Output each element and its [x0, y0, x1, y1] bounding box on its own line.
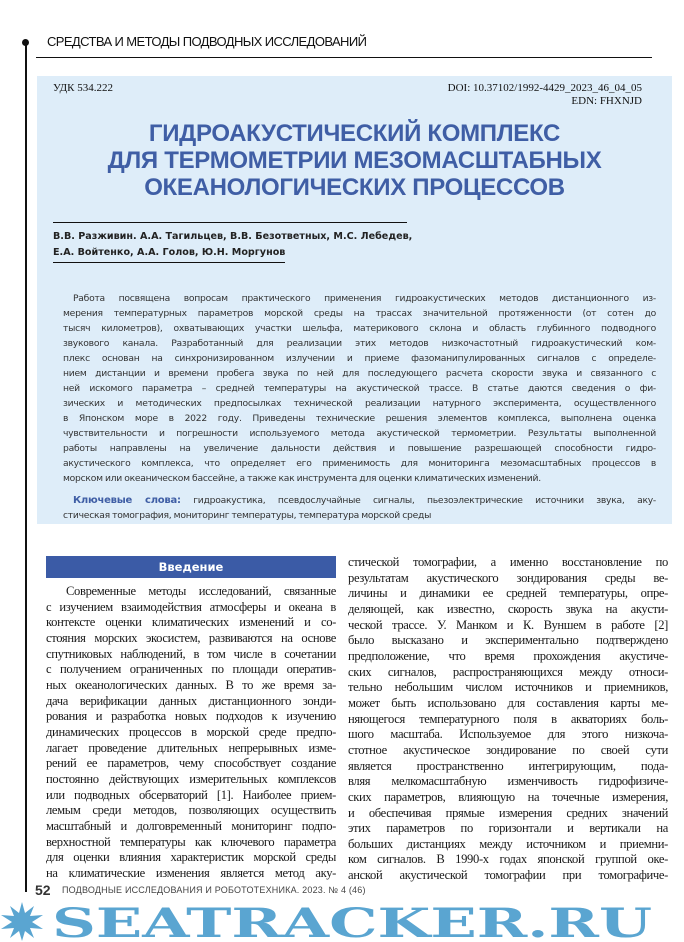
introduction-heading: Введение	[46, 556, 336, 578]
text-line: шого масштаба. Используемое для этого низкоча-	[348, 727, 668, 742]
text-line: Работа посвящена вопросам практического применения гидроакустических методов дистанционного из-	[73, 293, 656, 304]
section-heading: СРЕДСТВА И МЕТОДЫ ПОДВОДНЫХ ИССЛЕДОВАНИЙ	[47, 34, 367, 49]
text-line: масштабный и долговременный мониторинг подпо-	[46, 818, 336, 833]
text-line: ных океанологических данных. В то же время за-	[46, 677, 336, 692]
udk-code: УДК 534.222	[53, 82, 114, 94]
text-line: ских сигналов, распространяющихся между относи-	[348, 664, 668, 679]
text-line: вляя мелкомасштабную изменчивость гидрофизиче-	[348, 774, 668, 789]
text-line: звукового канала. Разработанный для реализации этих методов низкочастотный гидроакустический ком-	[63, 338, 656, 349]
title-line: ОКЕАНОЛОГИЧЕСКИХ ПРОЦЕССОВ	[144, 174, 565, 201]
authors-line: Е.А. Войтенко, А.А. Голов, Ю.Н. Моргунов	[53, 247, 286, 258]
text-line: предположение, что время прохождения акустиче-	[348, 648, 668, 663]
starburst-icon	[1, 902, 43, 941]
text-line: тысяч километров), охватывающих участки шельфа, материкового склона и область глубинного подводного	[63, 323, 656, 334]
edn-code: EDN: FHXNJD	[571, 95, 642, 107]
text-line: результатам акустического зондирования среды ве-	[348, 570, 668, 585]
text-line: деляющей, как известно, скорость звука на акусти-	[348, 601, 668, 616]
keywords-label: Ключевые слова:	[73, 495, 181, 506]
text-line: зических и методических предпосылках технической реализации натурного эксперимента, осуществленного	[63, 398, 656, 409]
title-line: ДЛЯ ТЕРМОМЕТРИИ МЕЗОМАСШТАБНЫХ	[107, 147, 602, 174]
text-line: няющегося температурного поля в акваториях боль-	[348, 711, 668, 726]
text-line: больших дистанциях между источником и приемни-	[348, 836, 668, 851]
text-line: стической томографии, а именно восстановление по	[348, 555, 668, 569]
authors-bottom-rule	[53, 262, 285, 263]
text-line: является пространственно интегрирующим, пода-	[348, 758, 668, 773]
text-line: морском или океаническом бассейне, а также как инструмента для оценки климатических изменений.	[63, 473, 541, 484]
body-column-right	[348, 555, 668, 884]
authors-top-rule	[53, 222, 407, 223]
text-line: лагает проведение длительных непрерывных изме-	[46, 740, 336, 755]
text-line: Современные методы исследований, связанные	[66, 584, 336, 598]
text-line: тельно небольшим числом источников и приемников,	[348, 680, 668, 695]
page-number: 52	[35, 882, 51, 898]
text-line: этих параметров по горизонтали и вертикали на	[348, 821, 668, 836]
authors-line: В.В. Разживин. А.А. Тагильцев, В.В. Безответных, М.С. Лебедев,	[53, 231, 413, 242]
keywords-text: гидроакустика, псевдослучайные сигналы, пьезоэлектрические источники звука, аку-	[180, 495, 656, 506]
text-line: стояния морских экосистем, развиваются на основе	[46, 630, 336, 645]
text-line: анской акустической томографии при томографиче-	[348, 868, 668, 883]
authors	[53, 229, 412, 261]
text-line: верхностной температуры как ключевого параметра	[46, 834, 336, 849]
text-line: с получением ограниченных по площади оператив-	[46, 662, 336, 677]
text-line: ней искомого параметра – средней температуры на акустической трассе. В статье даются сведения о фи-	[63, 383, 656, 394]
text-line: контексте оценки климатических изменений и со-	[46, 615, 336, 630]
text-line: лемым среди методов, позволяющих осуществить	[46, 803, 336, 818]
text-line: и обеспечивая прямые измерения средних значений	[348, 805, 668, 820]
keywords	[63, 493, 656, 523]
text-line: динамических процессов в морской среде предпо-	[46, 724, 336, 739]
keywords-text: стическая томография, мониторинг температуры, температура морской среды	[63, 510, 432, 521]
title-line: ГИДРОАКУСТИЧЕСКИЙ КОМПЛЕКС	[148, 120, 561, 147]
watermark-logo	[0, 901, 684, 942]
text-line: с изучением взаимодействия атмосферы и океана в	[46, 599, 336, 614]
text-line: может быть использовано для составления карты ме-	[348, 695, 668, 710]
article-title	[37, 120, 672, 201]
text-line: ческой трассе. У. Манком и К. Вуншем в работе [2]	[348, 617, 668, 632]
text-line: было высказано и экспериментально подтверждено	[348, 633, 668, 648]
journal-name: ПОДВОДНЫЕ ИССЛЕДОВАНИЯ И РОБОТОТЕХНИКА. 2023. № 4 (46)	[62, 885, 366, 895]
text-line: для оценки влияния характеристик морской среды	[46, 850, 336, 865]
text-line: личины и динамики ее средней температуры, опре-	[348, 586, 668, 601]
text-line: ком сигналов. В 1990-х годах японской группой оке-	[348, 852, 668, 867]
abstract	[63, 291, 656, 486]
watermark	[0, 901, 684, 942]
text-line: на климатические изменения является метод аку-	[46, 865, 336, 880]
text-line: в Японском море в 2022 году. Приведены технические решения элементов комплекса, выполнена оценка	[63, 413, 656, 424]
text-line: постоянно действующих измерительных комплексов	[46, 771, 336, 786]
body-column-left	[46, 584, 336, 881]
doi-block	[448, 82, 642, 108]
watermark-text: SEATRACKER.RU	[52, 901, 652, 942]
text-line: плекс основан на синхронизированном излучении и приеме фазоманипулированных сигналов с определе-	[63, 353, 656, 364]
header-divider	[36, 57, 652, 58]
doi-link[interactable]: DOI: 10.37102/1992-4429_2023_46_04_05	[447, 82, 642, 94]
text-line: нием дистанции и времени пробега звука по ней для последующего расчета скорости звука и связанного с	[63, 368, 656, 379]
margin-rule	[25, 42, 27, 892]
text-line: акустического комплекса, что определяет его применимость для мониторинга мезомасштабных процессов в	[63, 458, 656, 469]
text-line: ских параметров, влияющую на точечные измерения,	[348, 789, 668, 804]
text-line: чувствительности и погрешности используемого метода акустической термометрии. Результаты выполненной	[63, 428, 656, 439]
text-line: мерения температурных параметров морской среды на трассах значительной протяженности (от сотен до	[63, 308, 656, 319]
text-line: стотное акустическое зондирование по своей сути	[348, 742, 668, 757]
text-line: дача верификации данных дистанционного зонди-	[46, 693, 336, 708]
text-line: или подводных обсерваторий [1]. Наиболее прием-	[46, 787, 336, 802]
text-line: рений ее параметров, чему способствует создание	[46, 756, 336, 771]
text-line: работы направлены на увеличение дальности действия и повышение разрешающей способности гидро-	[63, 443, 656, 454]
text-line: рования и разработка новых подходов к изучению	[46, 709, 336, 724]
text-line: спутниковых наблюдений, в том числе в сочетании	[46, 646, 336, 661]
